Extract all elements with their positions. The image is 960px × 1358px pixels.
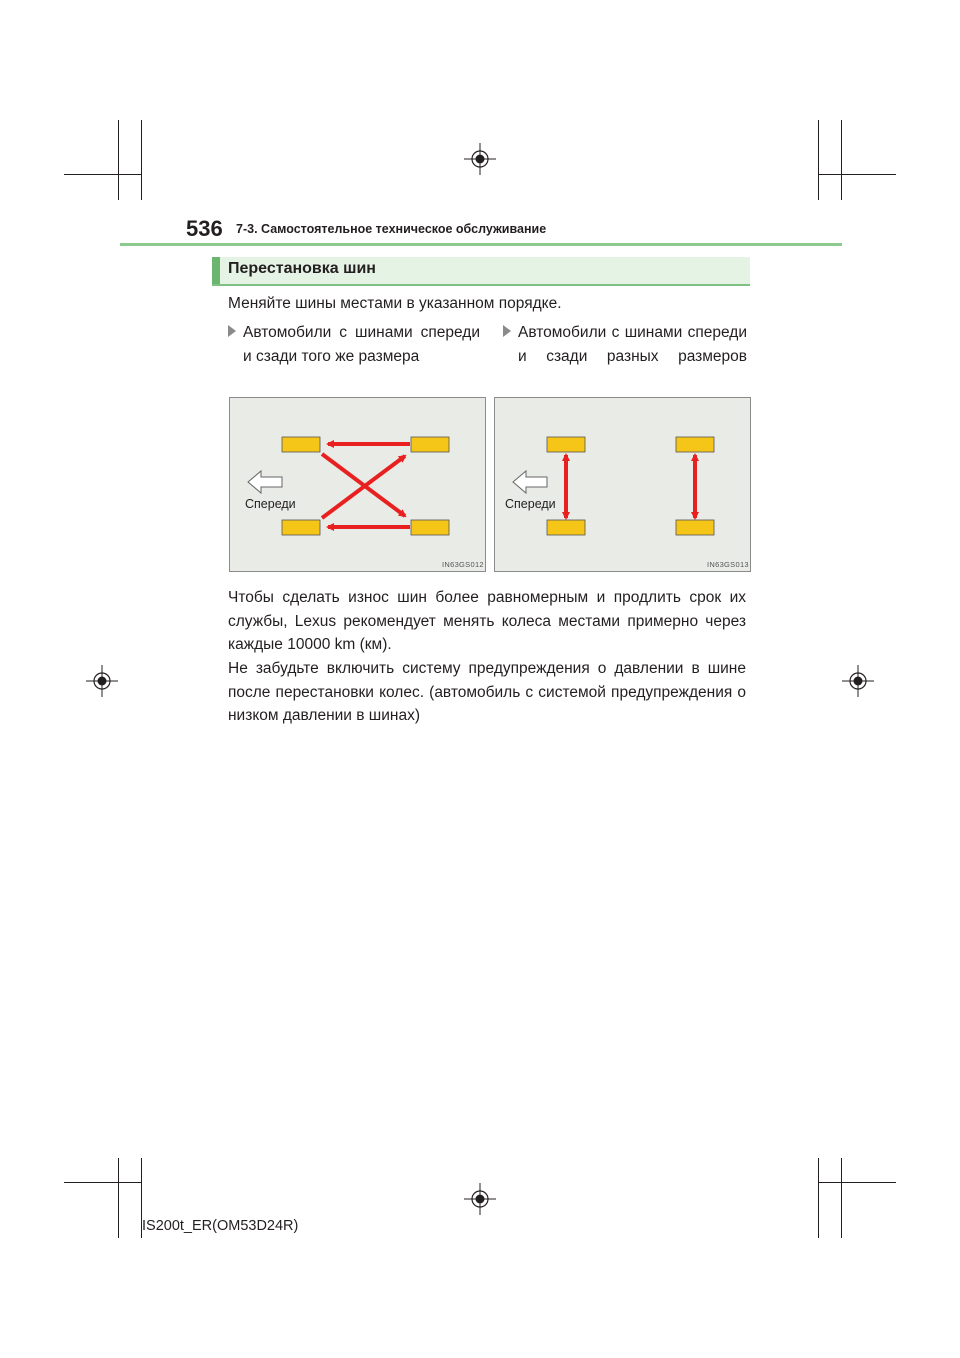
tire-front-right bbox=[547, 520, 585, 535]
rotation-diagram-svg bbox=[230, 398, 485, 571]
option-same-size bbox=[228, 321, 480, 368]
tire-rear-left bbox=[676, 437, 714, 452]
front-arrow-icon bbox=[513, 471, 547, 493]
figure-code: IN63GS012 bbox=[442, 560, 484, 569]
document-code: IS200t_ER(OM53D24R) bbox=[142, 1218, 299, 1234]
tire-rear-left bbox=[411, 437, 449, 452]
tire-rear-right bbox=[411, 520, 449, 535]
rotation-diagram-different-size bbox=[494, 397, 751, 572]
header-divider bbox=[120, 243, 842, 246]
section-header: 7-3. Самостоятельное техническое обслуживание bbox=[236, 222, 547, 236]
tire-front-right bbox=[282, 520, 320, 535]
tire-front-left bbox=[547, 437, 585, 452]
figure-code: IN63GS013 bbox=[707, 560, 749, 569]
registration-mark-icon bbox=[842, 665, 874, 697]
section-title-bar bbox=[212, 257, 750, 286]
rotation-diagram-svg bbox=[495, 398, 750, 571]
page-number: 536 bbox=[186, 216, 223, 241]
registration-mark-icon bbox=[464, 1183, 496, 1215]
section-title: Перестановка шин bbox=[228, 260, 376, 277]
option-text: Автомобили с шинами спереди и сзади разных размеров bbox=[518, 324, 747, 365]
front-label: Спереди bbox=[245, 497, 296, 511]
tire-front-left bbox=[282, 437, 320, 452]
bullet-arrow-icon bbox=[503, 325, 511, 337]
intro-text: Меняйте шины местами в указанном порядке. bbox=[228, 295, 562, 312]
option-text: Автомобили с шинами спереди и сзади того же размера bbox=[243, 324, 480, 365]
front-label: Спереди bbox=[505, 497, 556, 511]
registration-mark-icon bbox=[464, 143, 496, 175]
option-different-size bbox=[503, 321, 747, 368]
tire-rear-right bbox=[676, 520, 714, 535]
rotation-diagram-same-size bbox=[229, 397, 486, 572]
front-arrow-icon bbox=[248, 471, 282, 493]
bullet-arrow-icon bbox=[228, 325, 236, 337]
body-paragraph: Не забудьте включить систему предупреждения о давлении в шине после перестановки колес. (автомобиль с системой предупреждения о низком давлении в шинах) bbox=[228, 660, 746, 724]
body-paragraph: Чтобы сделать износ шин более равномерным и продлить срок их службы, Lexus рекомендует менять колеса местами примерно через каждые 10000 km (км). bbox=[228, 589, 746, 653]
title-accent bbox=[212, 257, 220, 284]
registration-mark-icon bbox=[86, 665, 118, 697]
